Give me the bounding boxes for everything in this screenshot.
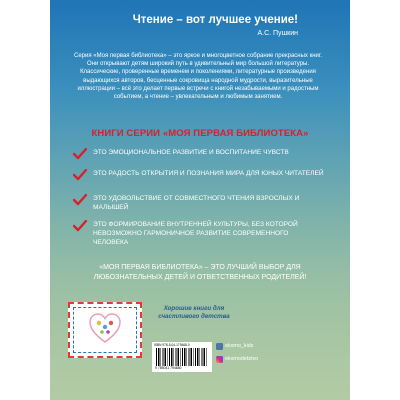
checkmark-icon (73, 220, 87, 232)
closing-statement: «МОЯ ПЕРВАЯ БИБЛИОТЕКА» – ЭТО ЛУЧШИЙ ВЫБОР ДЛЯ ЛЮБОЗНАТЕЛЬНЫХ ДЕТЕЙ И ОТВЕТСТВЕННЫХ РОДИТЕЛЕЙ! (93, 264, 307, 281)
checkmark-icon (73, 194, 87, 206)
stamp-badge (68, 302, 142, 358)
isbn-label: ISBN 978-5-04-179468-0 (154, 343, 190, 347)
checkmark-icon (73, 148, 87, 160)
benefit-text: ЭТО ФОРМИРОВАНИЕ ВНУТРЕННЕЙ КУЛЬТУРЫ, БЕЗ КОТОРОЙ НЕВОЗМОЖНО ГАРМОНИЧНОЕ РАЗВИТИЕ СОВРЕМЕННОГО ЧЕЛОВЕКА (93, 221, 298, 247)
slogan: Хорошие книги для счастливого детства (158, 305, 230, 320)
social-vk-handle: eksmo_kids (225, 343, 254, 349)
barcode-icon (156, 348, 208, 366)
benefit-text: ЭТО ЭМОЦИОНАЛЬНОЕ РАЗВИТИЕ И ВОСПИТАНИЕ ЧУВСТВ (93, 149, 289, 156)
epigraph (50, 14, 298, 37)
checkmark-icon (73, 169, 87, 181)
benefit-text: ЭТО УДОВОЛЬСТВИЕ ОТ СОВМЕСТНОГО ЧТЕНИЯ ВЗРОСЛЫХ И МАЛЫШЕЙ (93, 195, 300, 212)
instagram-icon (216, 356, 223, 363)
vk-icon (216, 343, 223, 350)
book-back-cover (50, 0, 350, 400)
heart-logo-icon (88, 312, 122, 346)
social-instagram-handle: eksmodetstvo (225, 356, 259, 362)
epigraph-text: Чтение – вот лучшее учение! (132, 14, 298, 26)
benefit-item (73, 220, 333, 250)
series-description: Серия «Моя первая библиотека» – это яркое и многоцветное собрание прекрасных книг. Они открывают детям широкий путь в удивительный мир большой литературы. Классические, проверенные временем и поколениями, литературные произведения выдающихся авторов, бесценные сокровища народной мудрости, выразительные иллюстрации – всё это делает первые встречи с книгой незабываемыми и радостным событием, а чтение – увлекательным и любимым занятием. (74, 53, 322, 101)
benefit-text: ЭТО РАДОСТЬ ОТКРЫТИЯ И ПОЗНАНИЯ МИРА ДЛЯ ЮНЫХ ЧИТАТЕЛЕЙ (93, 170, 324, 177)
series-title: КНИГИ СЕРИИ «МОЯ ПЕРВАЯ БИБЛИОТЕКА» (91, 128, 309, 139)
barcode-panel (152, 342, 212, 372)
barcode-number: 9 785041 794680 (155, 366, 182, 370)
epigraph-author: А.С. Пушкин (257, 30, 298, 37)
